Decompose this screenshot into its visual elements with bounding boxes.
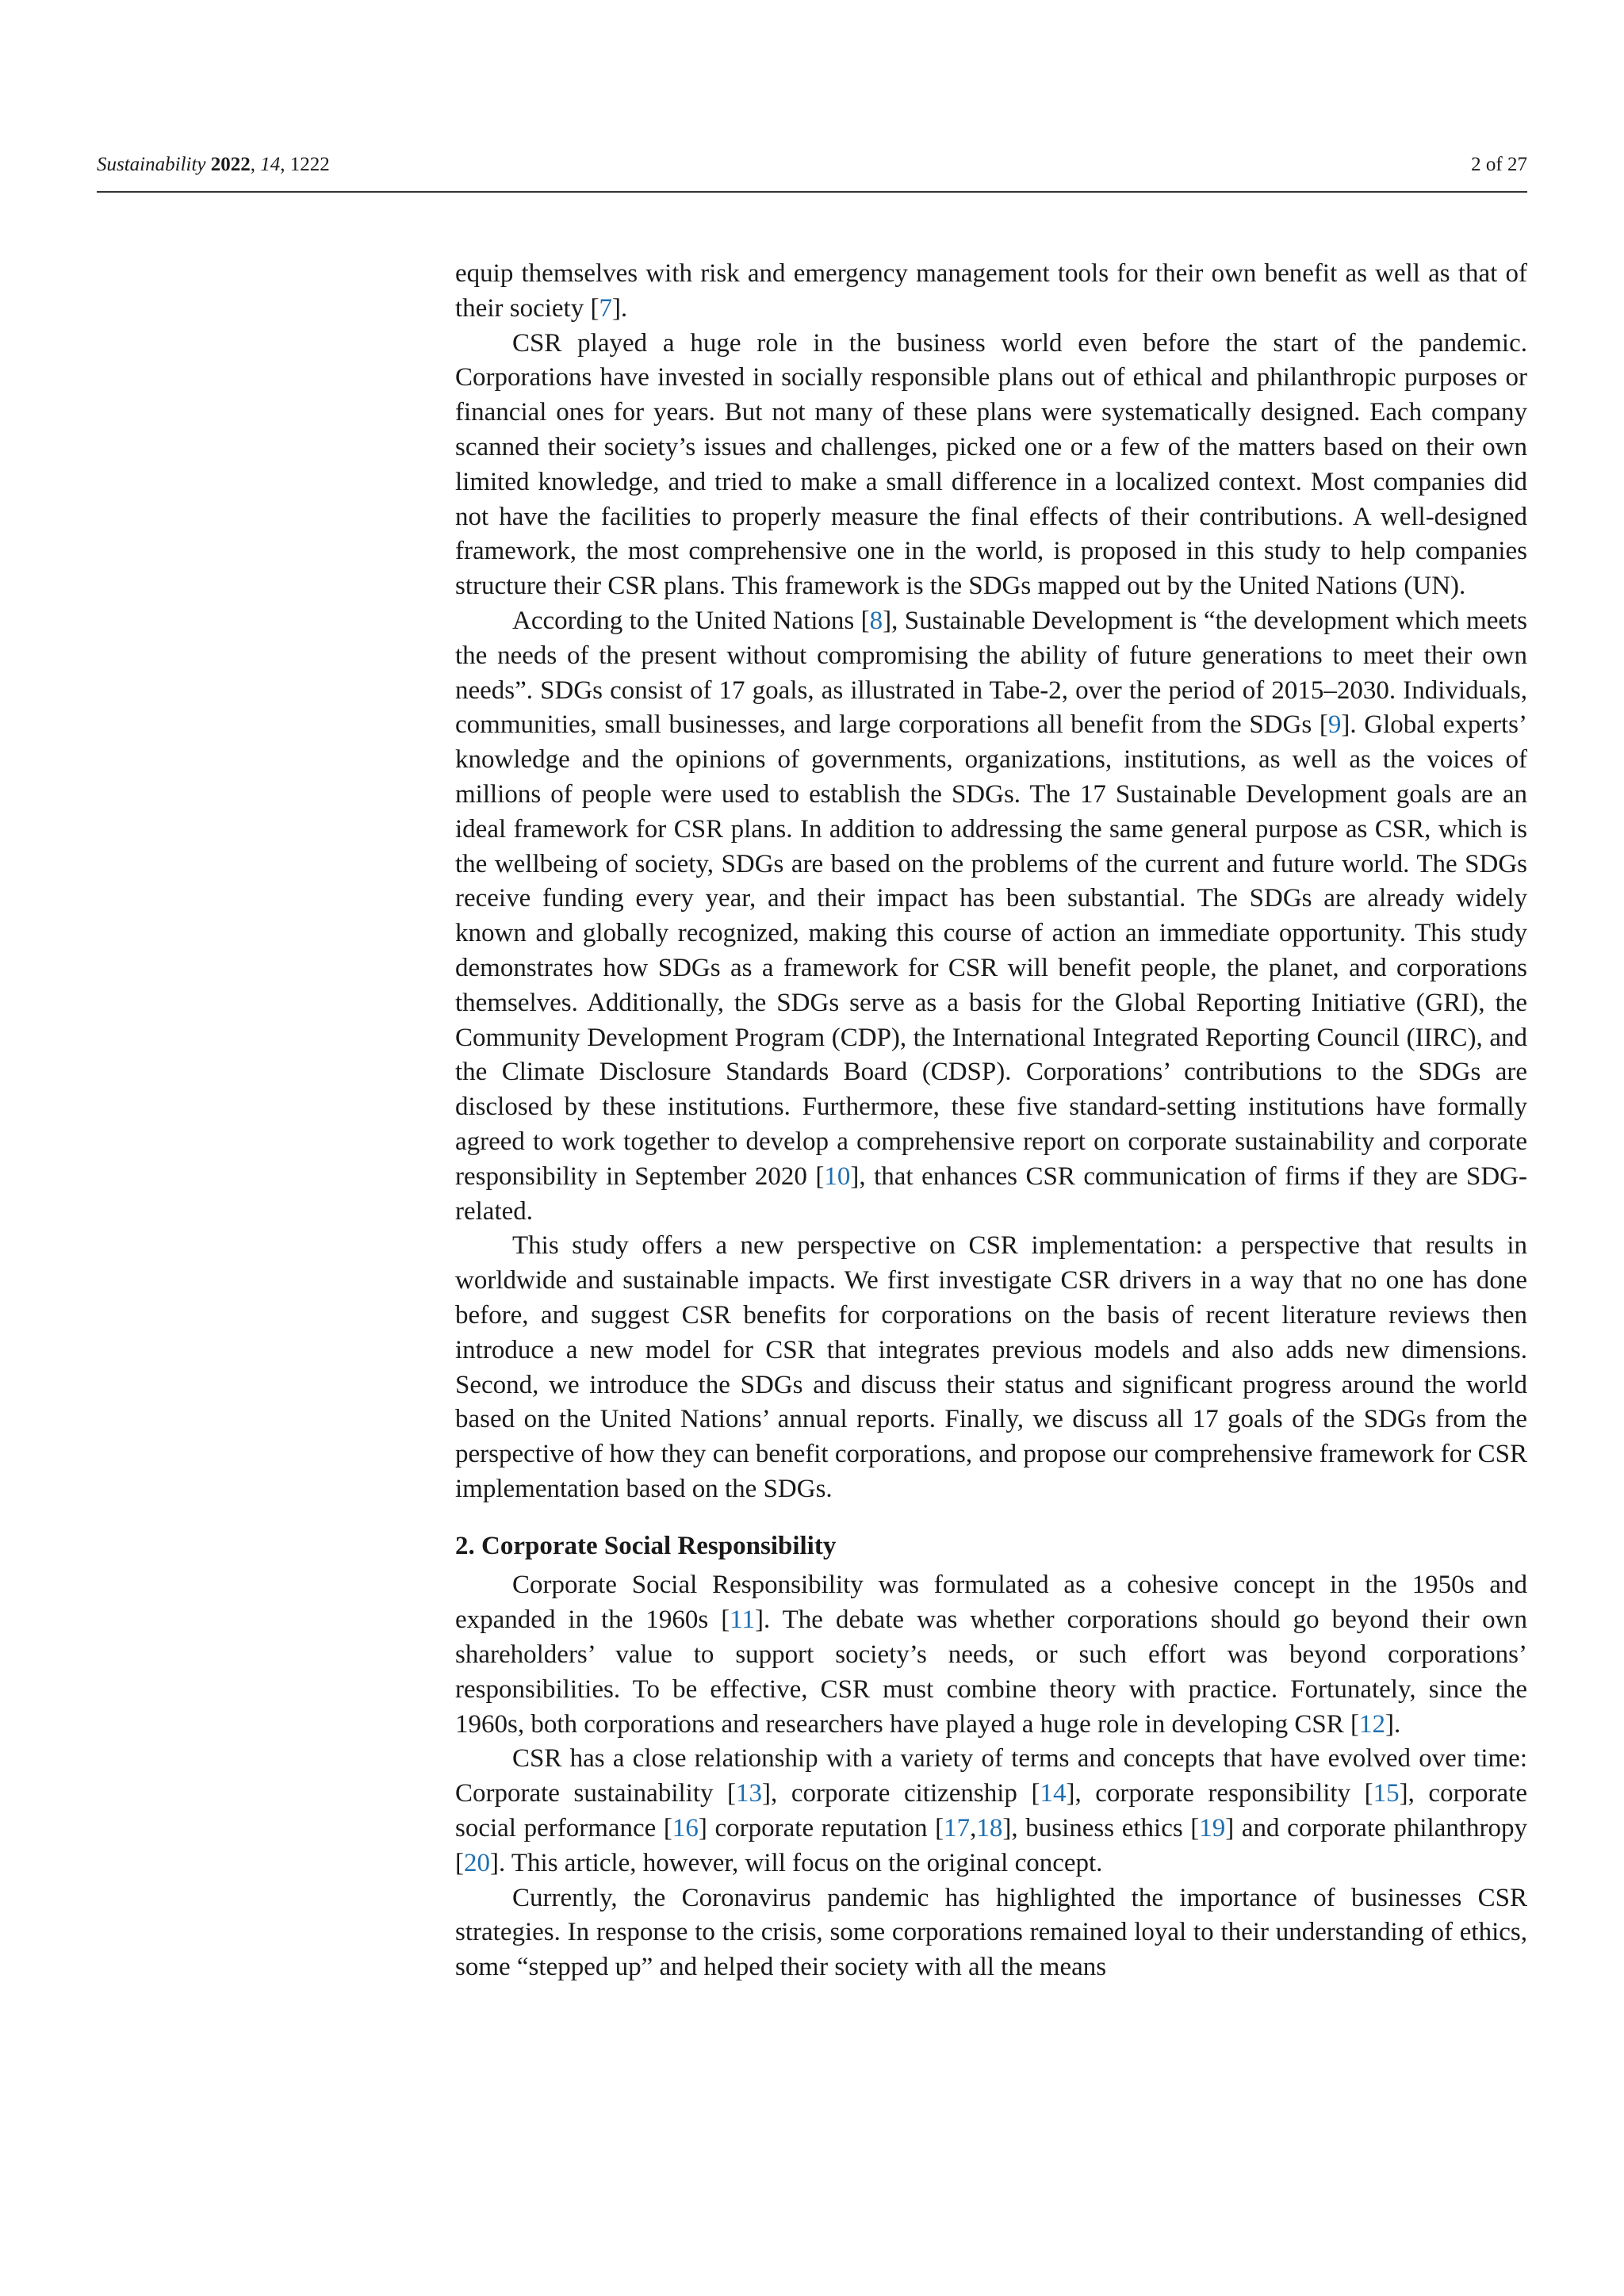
citation-link[interactable]: 16 [672,1814,699,1843]
journal-year: 2022 [210,154,251,175]
article-number: 1222 [289,154,330,175]
citation-link[interactable]: 20 [464,1848,490,1877]
citation-link[interactable]: 13 [736,1779,763,1808]
citation-link[interactable]: 10 [824,1161,851,1191]
page-number: 2 of 27 [1471,154,1527,175]
body-paragraph: According to the United Nations [8], Sustainable Development is “the development which meets the needs of the present without compromising the ability of future generations to meet their own needs”. SDGs consist of 17 goals, as illustrated in Tabe-2, over the period of 2015–2030. Individuals, communities, small businesses, and large corporations all benefit from the SDGs [9]. Global experts’ knowledge and the opinions of governments, organizations, institutions, as well as the voices of millions of people were used to establish the SDGs. The 17 Sustainable Development goals are an ideal framework for CSR plans. In addition to addressing the same general purpose as CSR, which is the wellbeing of society, SDGs are based on the problems of the current and future world. The SDGs receive funding every year, and their impact has been substantial. The SDGs are already widely known and globally recognized, making this course of action an immediate opportunity. This study demonstrates how SDGs as a framework for CSR will benefit people, the planet, and corporations themselves. Additionally, the SDGs serve as a basis for the Global Reporting Initiative (GRI), the Community Development Program (CDP), the International Integrated Reporting Council (IIRC), and the Climate Disclosure Standards Board (CDSP). Corporations’ contributions to the SDGs are disclosed by these institutions. Furthermore, these five standard-setting institutions have formally agreed to work together to develop a comprehensive report on corporate sustainability and corporate responsibility in September 2020 [10], that enhances CSR communication of firms if they are SDG-related. [455,606,1528,1226]
citation-link[interactable]: 9 [1327,710,1342,740]
citation-link[interactable]: 12 [1359,1709,1386,1739]
section-heading: 2. Corporate Social Responsibility [455,1531,837,1560]
journal-citation: Sustainability 2022, 14, 1222 [97,154,330,175]
article-body [455,257,1527,1985]
body-paragraph: This study offers a new perspective on CSR implementation: a perspective that results in worldwide and sustainable impacts. We first investigate CSR drivers in a way that no one has done before, and suggest CSR benefits for corporations on the basis of recent literature reviews then introduce a new model for CSR that integrates previous models and also adds new dimensions. Second, we introduce the SDGs and discuss their status and significant progress around the world based on the United Nations’ annual reports. Finally, we discuss all 17 goals of the SDGs from the perspective of how they can benefit corporations, and propose our comprehensive framework for CSR implementation based on the SDGs. [455,1231,1527,1503]
intro-paragraphs [455,257,1527,1507]
citation-link[interactable]: 11 [730,1605,756,1635]
body-paragraph: CSR played a huge role in the business world even before the start of the pandemic. Corporations have invested in socially responsible plans out of ethical and philanthropic purposes or financial ones for years. But not many of these plans were systematically designed. Each company scanned their society’s issues and challenges, picked one or a few of the matters based on their own limited knowledge, and tried to make a small difference in a localized context. Most companies did not have the facilities to properly measure the final effects of their contributions. A well-designed framework, the most comprehensive one in the world, is proposed in this study to help companies structure their CSR plans. This framework is the SDGs mapped out by the United Nations (UN). [455,328,1527,601]
citation-link[interactable]: 8 [869,606,883,635]
citation-link[interactable]: 17 [944,1814,971,1843]
journal-name: Sustainability [97,154,206,175]
citation-link[interactable]: 15 [1373,1779,1400,1808]
section-paragraphs [455,1568,1527,1985]
body-paragraph: Currently, the Coronavirus pandemic has highlighted the importance of businesses CSR strategies. In response to the crisis, some corporations remained loyal to their understanding of ethics, some “stepped up” and helped their society with all the means [455,1883,1527,1982]
body-paragraph: CSR has a close relationship with a variety of terms and concepts that have evolved over time: Corporate sustainability [13], corporate citizenship [14], corporate responsibility [15], corporate social performance [16] corporate reputation [17,18], business ethics [19] and corporate philanthropy [20]. This article, however, will focus on the original concept. [455,1744,1528,1877]
header-rule [97,191,1527,193]
journal-volume: 14 [260,154,281,175]
running-header [97,151,1527,179]
body-paragraph: Corporate Social Responsibility was formulated as a cohesive concept in the 1950s and expanded in the 1960s [11]. The debate was whether corporations should go beyond their own shareholders’ value to support society’s needs, or such effort was beyond corporations’ responsibilities. To be effective, CSR must combine theory with practice. Fortunately, since the 1960s, both corporations and researchers have played a huge role in developing CSR [12]. [455,1571,1528,1739]
citation-link[interactable]: 7 [599,293,612,323]
citation-link[interactable]: 14 [1040,1779,1067,1808]
body-paragraph: equip themselves with risk and emergency management tools for their own benefit as well as that of their society [7]. [455,259,1527,323]
citation-link[interactable]: 18 [976,1814,1003,1843]
citation-link[interactable]: 19 [1199,1814,1226,1843]
